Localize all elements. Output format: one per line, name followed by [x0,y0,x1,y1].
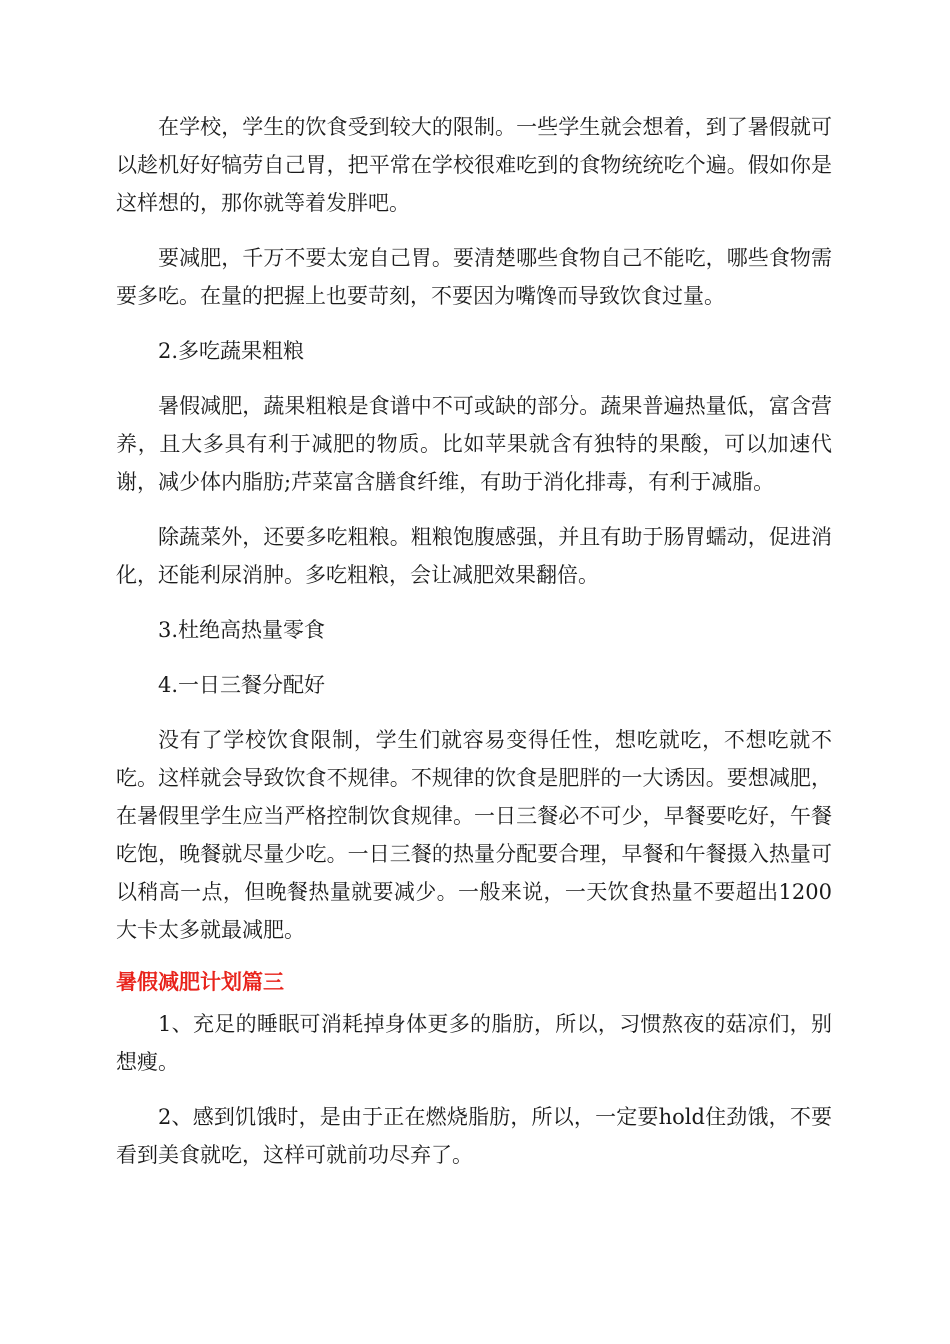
paragraph-sleep: 1、充足的睡眠可消耗掉身体更多的脂肪，所以，习惯熬夜的菇凉们，别想瘦。 [116,1012,832,1074]
subheading-no-snacks: 3.杜绝高热量零食 [158,618,326,642]
spacer [116,315,832,332]
subheading-three-meals: 4.一日三餐分配好 [158,673,326,697]
paragraph-hunger: 2、感到饥饿时，是由于正在燃烧脂肪，所以，一定要hold住劲饿，不要看到美食就吃，这样可就前功尽弃了。 [116,1105,832,1167]
section-heading: 暑假减肥计划篇三 [116,970,284,994]
paragraph-meal-regularity: 没有了学校饮食限制，学生们就容易变得任性，想吃就吃，不想吃就不吃。这样就会导致饮食不规律。不规律的饮食是肥胖的一大诱因。要想减肥，在暑假里学生应当严格控制饮食规律。一日三餐必不可少，早餐要吃好，午餐吃饱，晚餐就尽量少吃。一日三餐的热量分配要合理，早餐和午餐摄入热量可以稍高一点，但晚餐热量就要减少。一般来说，一天饮食热量不要超出1200大卡太多就最减肥。 [116,728,832,942]
spacer [116,594,832,611]
subheading-vegetables-grains: 2.多吃蔬果粗粮 [158,339,305,363]
paragraph-coarse-grains: 除蔬菜外，还要多吃粗粮。粗粮饱腹感强，并且有助于肠胃蠕动，促进消化，还能利尿消肿。多吃粗粮，会让减肥效果翻倍。 [116,525,832,587]
paragraph-vegetables-fruits: 暑假减肥，蔬果粗粮是食谱中不可或缺的部分。蔬果普遍热量低，富含营养，且大多具有利于减肥的物质。比如苹果就含有独特的果酸，可以加速代谢，减少体内脂肪;芹菜富含膳食纤维，有助于消化排毒，有利于减脂。 [116,394,832,494]
spacer [116,649,832,666]
spacer [116,222,832,239]
spacer [116,1081,832,1098]
paragraph-dont-spoil-stomach: 要减肥，千万不要太宠自己胃。要清楚哪些食物自己不能吃，哪些食物需要多吃。在量的把握上也要苛刻，不要因为嘴馋而导致饮食过量。 [116,246,832,308]
spacer [116,370,832,387]
spacer [116,704,832,721]
spacer [116,501,832,518]
paragraph-school-diet: 在学校，学生的饮食受到较大的限制。一些学生就会想着，到了暑假就可以趁机好好犒劳自己胃，把平常在学校很难吃到的食物统统吃个遍。假如你是这样想的，那你就等着发胖吧。 [116,115,832,215]
spacer [116,949,832,963]
